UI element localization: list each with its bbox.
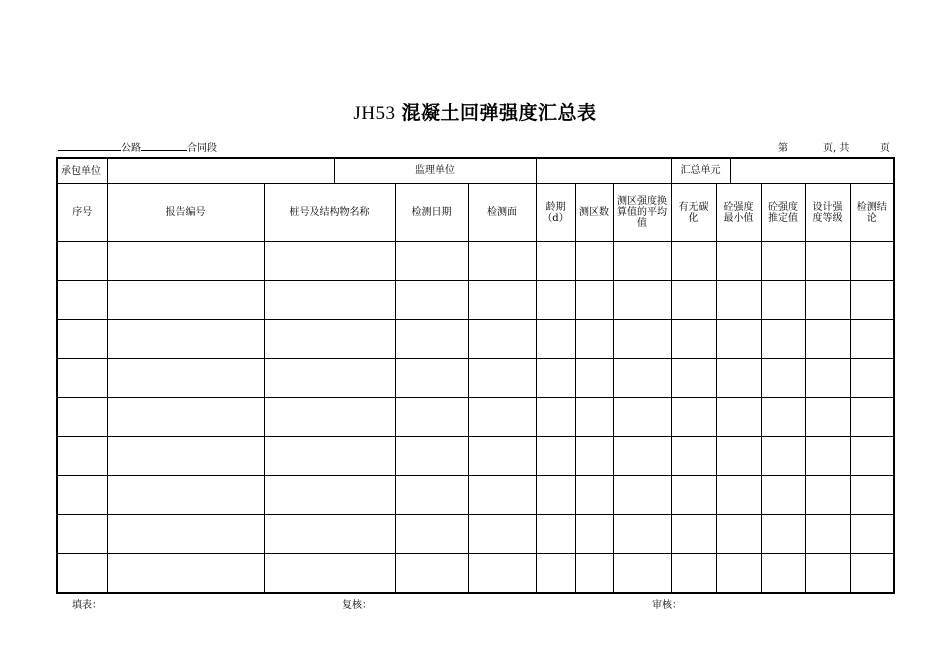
table-cell[interactable] [107,476,264,515]
table-cell[interactable] [57,359,107,398]
summary-unit-value[interactable] [731,159,894,183]
table-cell[interactable] [805,359,850,398]
table-cell[interactable] [264,398,395,437]
contract-section-blank[interactable] [141,141,187,151]
table-cell[interactable] [716,554,761,594]
table-cell[interactable] [575,242,613,281]
table-cell[interactable] [468,320,536,359]
info-row [57,158,894,184]
table-cell[interactable] [468,554,536,594]
table-cell[interactable] [575,281,613,320]
table-cell[interactable] [613,281,671,320]
column-header: 检测面 [468,184,536,242]
table-cell[interactable] [671,437,716,476]
column-header: 报告编号 [107,184,264,242]
table-cell[interactable] [264,281,395,320]
table-cell[interactable] [613,437,671,476]
table-cell[interactable] [395,281,468,320]
table-cell[interactable] [57,398,107,437]
reviewed-by-label: 复核： [342,600,372,611]
table-cell[interactable] [671,242,716,281]
table-row [57,281,894,320]
road-name-blank[interactable] [58,141,121,151]
table-cell[interactable] [575,437,613,476]
table-cell[interactable] [264,437,395,476]
table-cell[interactable] [850,359,894,398]
table-cell[interactable] [536,476,575,515]
column-header: 序号 [57,184,107,242]
table-cell[interactable] [395,242,468,281]
table-cell[interactable] [395,398,468,437]
table-cell[interactable] [107,320,264,359]
contractor-value[interactable] [108,159,335,183]
table-cell[interactable] [716,242,761,281]
table-cell[interactable] [468,242,536,281]
column-header: 检测结论 [850,184,894,242]
table-cell[interactable] [850,320,894,359]
table-cell[interactable] [107,281,264,320]
table-cell[interactable] [761,554,805,594]
form-code: JH53 [353,103,396,124]
page-title [0,98,950,125]
table-cell[interactable] [264,242,395,281]
table-cell[interactable] [850,515,894,554]
table-cell[interactable] [613,554,671,594]
table-cell[interactable] [468,281,536,320]
table-cell[interactable] [57,476,107,515]
table-cell[interactable] [107,554,264,594]
contractor-value-cell[interactable] [107,158,536,184]
table-cell[interactable] [468,398,536,437]
table-cell[interactable] [107,359,264,398]
table-cell[interactable] [850,398,894,437]
table-cell[interactable] [57,515,107,554]
table-row [57,515,894,554]
table-cell[interactable] [575,320,613,359]
table-cell[interactable] [805,398,850,437]
table-cell[interactable] [671,554,716,594]
table-cell[interactable] [264,320,395,359]
summary-unit-cell[interactable] [671,158,894,184]
table-cell[interactable] [805,281,850,320]
table-cell[interactable] [671,281,716,320]
table-cell[interactable] [671,398,716,437]
table-cell[interactable] [536,281,575,320]
table-cell[interactable] [716,437,761,476]
contract-line [58,139,217,154]
table-cell[interactable] [536,242,575,281]
table-row [57,476,894,515]
table-cell[interactable] [107,398,264,437]
column-header-row [57,184,894,242]
column-header: 砼强度最小值 [716,184,761,242]
table-cell[interactable] [57,242,107,281]
column-header: 检测日期 [395,184,468,242]
column-header: 龄期（d） [536,184,575,242]
table-cell[interactable] [805,554,850,594]
table-cell[interactable] [468,476,536,515]
table-cell[interactable] [850,437,894,476]
table-cell[interactable] [671,320,716,359]
road-label: 公路 [121,143,141,154]
table-cell[interactable] [761,281,805,320]
table-row [57,437,894,476]
table-cell[interactable] [575,359,613,398]
contractor-label: 承包单位 [57,158,107,184]
table-cell[interactable] [395,515,468,554]
table-cell[interactable] [395,554,468,594]
table-cell[interactable] [805,476,850,515]
page-label: 第 [778,143,788,154]
table-cell[interactable] [613,359,671,398]
table-cell[interactable] [716,359,761,398]
table-cell[interactable] [613,515,671,554]
table-cell[interactable] [761,398,805,437]
table-cell[interactable] [107,242,264,281]
table-row [57,320,894,359]
table-cell[interactable] [264,554,395,594]
table-cell[interactable] [536,515,575,554]
column-header: 砼强度推定值 [761,184,805,242]
table-cell[interactable] [761,359,805,398]
table-cell[interactable] [575,476,613,515]
table-cell[interactable] [761,476,805,515]
table-cell[interactable] [805,242,850,281]
supervisor-value[interactable] [536,158,671,184]
table-cell[interactable] [613,476,671,515]
column-header: 设计强度等级 [805,184,850,242]
table-cell[interactable] [468,437,536,476]
column-header: 测区强度换算值的平均值 [613,184,671,242]
table-cell[interactable] [716,476,761,515]
table-cell[interactable] [468,515,536,554]
table-cell[interactable] [613,398,671,437]
table-cell[interactable] [575,554,613,594]
table-cell[interactable] [264,359,395,398]
table-cell[interactable] [57,554,107,594]
table-cell[interactable] [805,515,850,554]
table-cell[interactable] [761,437,805,476]
table-cell[interactable] [107,437,264,476]
table-cell[interactable] [716,320,761,359]
table-cell[interactable] [716,515,761,554]
table-cell[interactable] [57,281,107,320]
page-of-label: 页, 共 [823,143,850,154]
table-cell[interactable] [264,515,395,554]
table-cell[interactable] [761,515,805,554]
table-cell[interactable] [57,437,107,476]
table-cell[interactable] [395,320,468,359]
table-cell[interactable] [613,320,671,359]
table-cell[interactable] [716,398,761,437]
column-header: 测区数 [575,184,613,242]
column-header: 桩号及结构物名称 [264,184,395,242]
table-cell[interactable] [468,359,536,398]
table-cell[interactable] [575,398,613,437]
table-cell[interactable] [671,515,716,554]
table-cell[interactable] [850,554,894,594]
table-cell[interactable] [761,242,805,281]
table-cell[interactable] [395,359,468,398]
table-cell[interactable] [761,320,805,359]
form-title: 混凝土回弹强度汇总表 [401,102,597,124]
summary-unit-label: 汇总单元 [672,159,731,183]
table-cell[interactable] [536,437,575,476]
table-cell[interactable] [536,359,575,398]
table-cell[interactable] [536,320,575,359]
page-total-label: 页 [880,143,890,154]
table-cell[interactable] [716,281,761,320]
table-cell[interactable] [613,242,671,281]
supervisor-label: 监理单位 [415,165,455,176]
table-cell[interactable] [805,320,850,359]
summary-table [56,157,895,594]
contract-label: 合同段 [187,143,217,154]
table-row [57,398,894,437]
table-row [57,242,894,281]
table-cell[interactable] [805,437,850,476]
column-header: 有无碳化 [671,184,716,242]
table-cell[interactable] [536,554,575,594]
table-row [57,359,894,398]
table-cell[interactable] [850,476,894,515]
table-cell[interactable] [107,515,264,554]
approved-by-label: 审核： [652,600,682,611]
table-cell[interactable] [264,476,395,515]
table-row [57,554,894,594]
table-cell[interactable] [671,359,716,398]
table-cell[interactable] [850,281,894,320]
table-cell[interactable] [395,476,468,515]
table-cell[interactable] [57,320,107,359]
table-cell[interactable] [671,476,716,515]
table-cell[interactable] [575,515,613,554]
table-cell[interactable] [395,437,468,476]
table-cell[interactable] [536,398,575,437]
filled-by-label: 填表： [72,600,102,611]
table-cell[interactable] [850,242,894,281]
